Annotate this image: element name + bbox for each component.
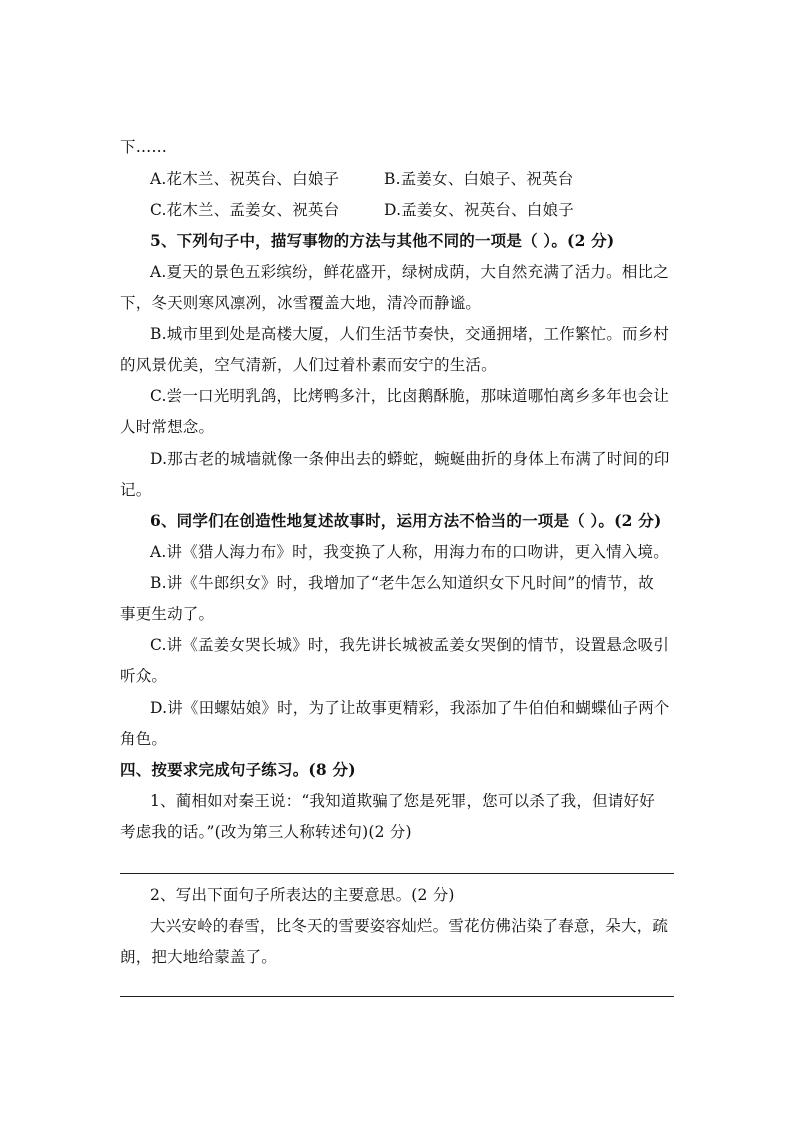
q4-option-b: B.孟姜女、白娘子、祝英台 — [384, 170, 574, 188]
question-5-title: 5、下列句子中，描写事物的方法与其他不同的一项是（ ）。(2 分) — [150, 231, 615, 250]
q6-option-d-cont: 角色。 — [120, 730, 168, 748]
q4-option-a: A.花木兰、祝英台、白娘子 — [150, 170, 340, 188]
q6-option-c-cont: 听众。 — [120, 667, 168, 685]
exercise-2-passage-cont: 朗，把大地给蒙盖了。 — [120, 948, 278, 966]
question-6-title: 6、同学们在创造性地复述故事时，运用方法不恰当的一项是（ ）。(2 分) — [150, 511, 662, 530]
q5-option-b: B.城市里到处是高楼大厦，人们生活节奏快，交通拥堵，工作繁忙。而乡村 — [150, 325, 670, 343]
q5-option-b-cont: 的风景优美，空气清新，人们过着朴素而安宁的生活。 — [120, 356, 497, 374]
q5-option-c-cont: 人时常想念。 — [120, 418, 215, 436]
q6-option-d: D.讲《田螺姑娘》时，为了让故事更精彩，我添加了牛伯伯和蝴蝶仙子两个 — [150, 699, 670, 717]
text-line: 下…… — [120, 138, 168, 156]
exercise-2-passage: 大兴安岭的春雪，比冬天的雪要姿容灿烂。雪花仿佛沾染了春意，朵大，疏 — [150, 917, 669, 935]
section-4-heading: 四、按要求完成句子练习。(8 分) — [120, 760, 356, 779]
exercise-2-prompt: 2、写出下面句子所表达的主要意思。(2 分) — [150, 886, 455, 904]
q6-option-a: A.讲《猎人海力布》时，我变换了人称，用海力布的口吻讲，更入情入境。 — [150, 543, 669, 561]
q5-option-a: A.夏天的景色五彩缤纷，鲜花盛开，绿树成荫，大自然充满了活力。相比之 — [150, 263, 669, 281]
q5-option-d: D.那古老的城墙就像一条伸出去的蟒蛇，蜿蜒曲折的身体上布满了时间的印 — [150, 450, 670, 468]
answer-line-1[interactable] — [120, 873, 674, 874]
exercise-1-prompt: 1、蔺相如对秦王说：“我知道欺骗了您是死罪，您可以杀了我，但请好好 — [150, 792, 655, 810]
q5-option-d-cont: 记。 — [120, 481, 152, 499]
q6-option-c: C.讲《孟姜女哭长城》时，我先讲长城被孟姜女哭倒的情节，设置悬念吸引 — [150, 636, 670, 654]
q5-option-a-cont: 下，冬天则寒风凛冽，冰雪覆盖大地，清冷而静谧。 — [120, 294, 482, 312]
q5-option-c: C.尝一口光明乳鸽，比烤鸭多汁，比卤鹅酥脆，那味道哪怕离乡多年也会让 — [150, 387, 670, 405]
q4-option-d: D.孟姜女、祝英台、白娘子 — [384, 201, 574, 219]
q6-option-b-cont: 事更生动了。 — [120, 605, 215, 623]
answer-line-2[interactable] — [120, 996, 674, 997]
exercise-1-prompt-cont: 考虑我的话。”(改为第三人称转述句)(2 分) — [120, 823, 412, 841]
q6-option-b: B.讲《牛郎织女》时，我增加了“老牛怎么知道织女下凡时间”的情节，故 — [150, 574, 654, 592]
q4-option-c: C.花木兰、孟姜女、祝英台 — [150, 201, 340, 219]
